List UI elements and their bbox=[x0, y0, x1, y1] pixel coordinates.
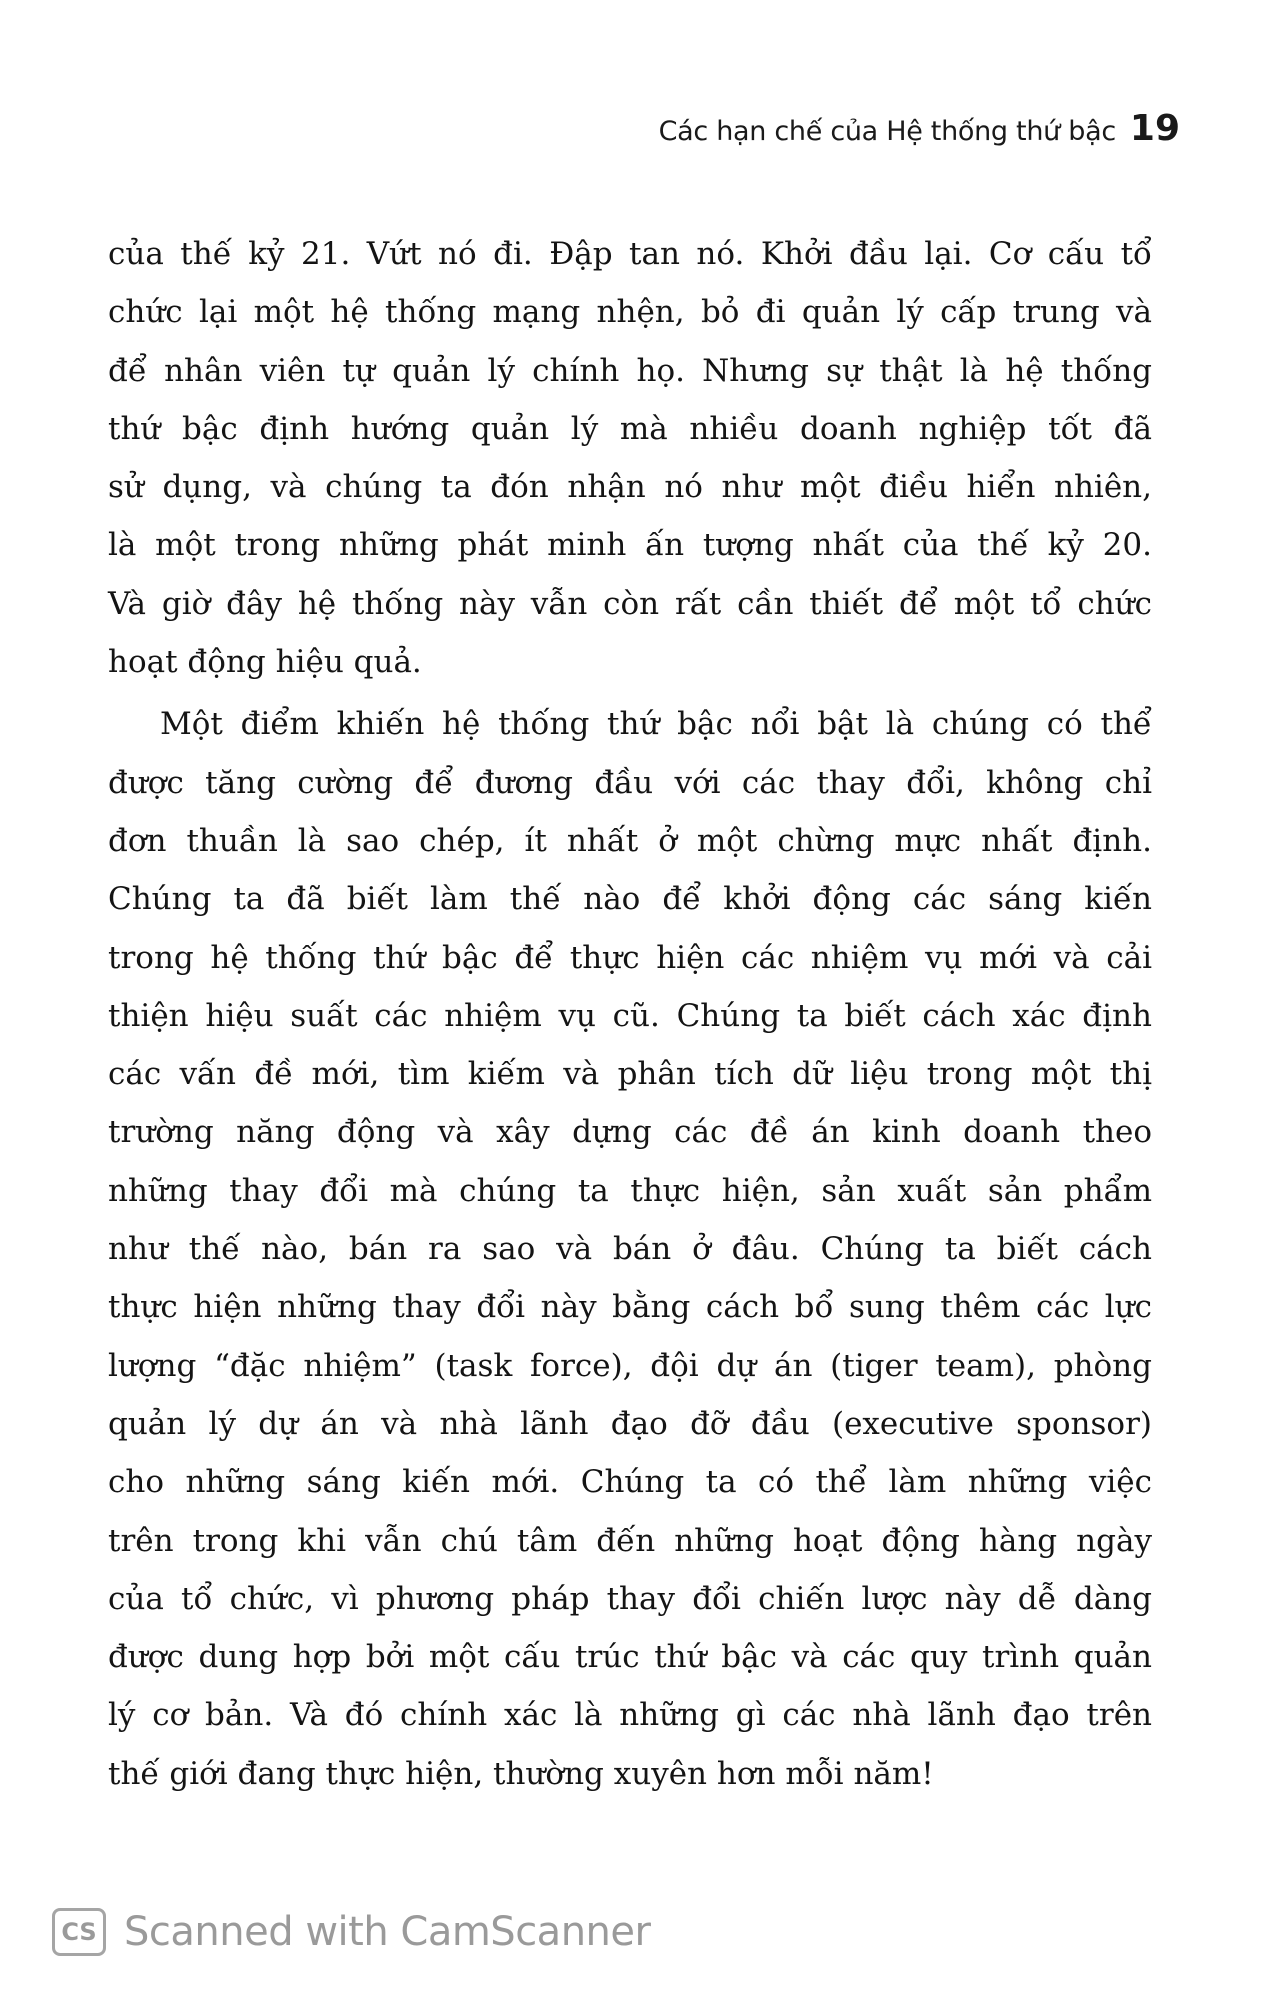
body-text bbox=[108, 225, 1152, 1807]
text-line: thiện hiệu suất các nhiệm vụ cũ. Chúng ta biết cách xác định bbox=[108, 997, 1152, 1034]
text-line: đơn thuần là sao chép, ít nhất ở một chừng mực nhất định. bbox=[108, 822, 1152, 859]
text-line: để nhân viên tự quản lý chính họ. Nhưng sự thật là hệ thống bbox=[108, 352, 1152, 389]
text-line: chức lại một hệ thống mạng nhện, bỏ đi quản lý cấp trung và bbox=[108, 294, 1152, 331]
text-line: thực hiện những thay đổi này bằng cách bổ sung thêm các lực bbox=[108, 1289, 1152, 1326]
text-line: Một điểm khiến hệ thống thứ bậc nổi bật là chúng có thể bbox=[160, 706, 1152, 743]
text-line: của tổ chức, vì phương pháp thay đổi chiến lược này dễ dàng bbox=[108, 1580, 1152, 1617]
running-header bbox=[659, 108, 1180, 149]
text-line: sử dụng, và chúng ta đón nhận nó như một điều hiển nhiên, bbox=[108, 469, 1152, 506]
text-line: thế giới đang thực hiện, thường xuyên hơn mỗi năm! bbox=[108, 1755, 934, 1792]
text-line: lý cơ bản. Và đó chính xác là những gì các nhà lãnh đạo trên bbox=[108, 1697, 1152, 1734]
text-line: của thế kỷ 21. Vứt nó đi. Đập tan nó. Khởi đầu lại. Cơ cấu tổ bbox=[108, 236, 1152, 272]
text-line: Chúng ta đã biết làm thế nào để khởi động các sáng kiến bbox=[108, 881, 1152, 918]
text-line: là một trong những phát minh ấn tượng nhất của thế kỷ 20. bbox=[108, 527, 1152, 564]
text-line: được tăng cường để đương đầu với các thay đổi, không chỉ bbox=[108, 764, 1152, 801]
chapter-title: Các hạn chế của Hệ thống thứ bậc bbox=[658, 116, 1116, 147]
camscanner-logo-icon: CS bbox=[52, 1908, 106, 1956]
text-line: những thay đổi mà chúng ta thực hiện, sản xuất sản phẩm bbox=[108, 1172, 1152, 1209]
text-line: trong hệ thống thứ bậc để thực hiện các nhiệm vụ mới và cải bbox=[108, 939, 1152, 976]
text-line: cho những sáng kiến mới. Chúng ta có thể làm những việc bbox=[108, 1464, 1152, 1501]
paragraph-1 bbox=[108, 225, 1152, 691]
text-line: trên trong khi vẫn chú tâm đến những hoạt động hàng ngày bbox=[108, 1522, 1152, 1559]
text-line: hoạt động hiệu quả. bbox=[108, 644, 422, 681]
text-line: được dung hợp bởi một cấu trúc thứ bậc và các quy trình quản bbox=[108, 1639, 1152, 1676]
text-line: như thế nào, bán ra sao và bán ở đâu. Chúng ta biết cách bbox=[108, 1231, 1152, 1268]
text-line: lượng “đặc nhiệm” (task force), đội dự án (tiger team), phòng bbox=[108, 1347, 1152, 1384]
text-line: trường năng động và xây dựng các đề án kinh doanh theo bbox=[108, 1114, 1152, 1151]
text-line: quản lý dự án và nhà lãnh đạo đỡ đầu (executive sponsor) bbox=[108, 1405, 1152, 1442]
text-line: thứ bậc định hướng quản lý mà nhiều doanh nghiệp tốt đã bbox=[108, 410, 1152, 447]
paragraph-2 bbox=[108, 695, 1152, 1803]
camscanner-watermark bbox=[52, 1908, 650, 1956]
watermark-text: Scanned with CamScanner bbox=[124, 1909, 651, 1955]
page-number: 19 bbox=[1129, 108, 1180, 149]
text-line: các vấn đề mới, tìm kiếm và phân tích dữ liệu trong một thị bbox=[108, 1056, 1152, 1093]
text-line: Và giờ đây hệ thống này vẫn còn rất cần thiết để một tổ chức bbox=[108, 585, 1152, 622]
